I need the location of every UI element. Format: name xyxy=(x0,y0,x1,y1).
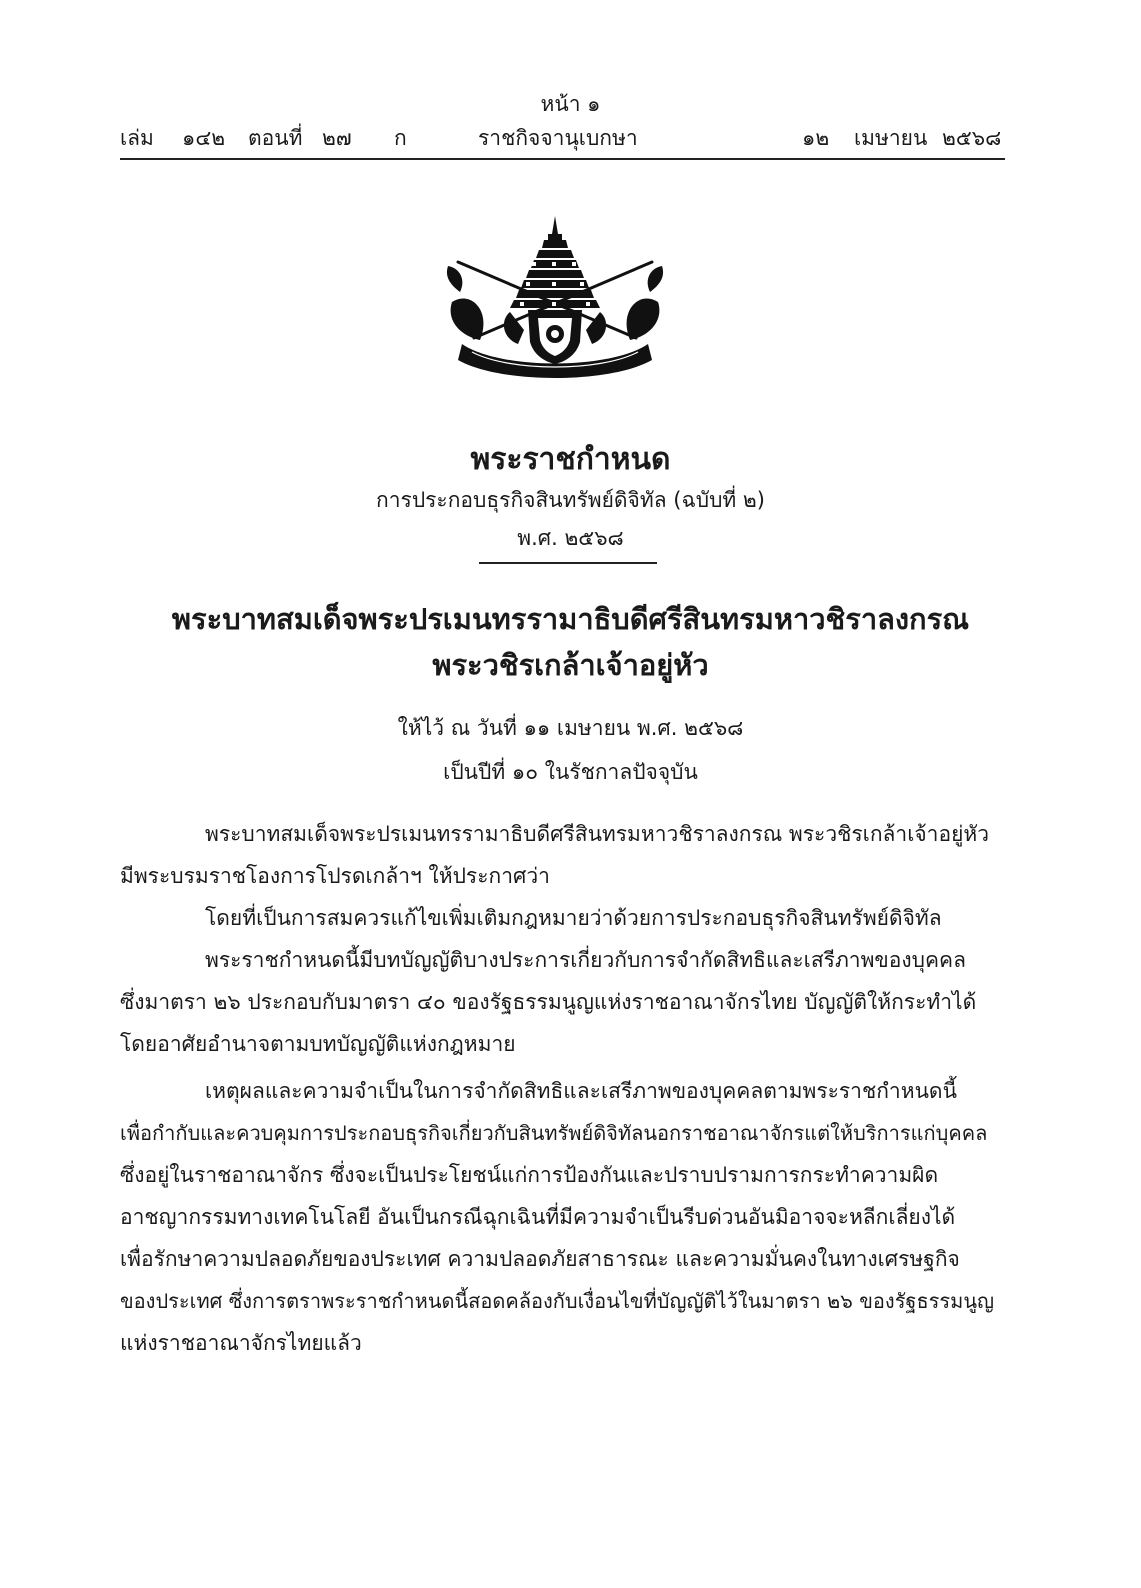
volume-number: ๑๔๒ xyxy=(182,126,226,150)
header-date-day: ๑๒ xyxy=(802,126,830,150)
reign-year: เป็นปีที่ ๑๐ ในรัชกาลปัจจุบัน xyxy=(443,760,698,784)
body-line: แห่งราชอาณาจักรไทยแล้ว xyxy=(120,1331,362,1355)
header-divider xyxy=(120,158,1005,160)
issue-number: ๒๗ xyxy=(322,126,352,150)
body-line: พระบาทสมเด็จพระปรเมนทรรามาธิบดีศรีสินทรมหาวชิราลงกรณ พระวชิรเกล้าเจ้าอยู่หัว xyxy=(205,822,990,846)
document-year: พ.ศ. ๒๕๖๘ xyxy=(517,526,624,550)
given-date: ให้ไว้ ณ วันที่ ๑๑ เมษายน พ.ศ. ๒๕๖๘ xyxy=(397,716,744,740)
volume-label: เล่ม xyxy=(120,126,154,150)
body-line: อาชญากรรมทางเทคโนโลยี อันเป็นกรณีฉุกเฉินที่มีความจำเป็นรีบด่วนอันมิอาจจะหลีกเลี่ยงได้ xyxy=(120,1205,956,1229)
royal-seal-icon xyxy=(440,210,670,385)
document-subject: การประกอบธุรกิจสินทรัพย์ดิจิทัล (ฉบับที่ ๒) xyxy=(376,488,765,512)
body-line: โดยอาศัยอำนาจตามบทบัญญัติแห่งกฎหมาย xyxy=(120,1032,516,1056)
body-line: เพื่อรักษาความปลอดภัยของประเทศ ความปลอดภัยสาธารณะ และความมั่นคงในทางเศรษฐกิจ xyxy=(120,1247,960,1271)
body-line: ซึ่งมาตรา ๒๖ ประกอบกับมาตรา ๔๐ ของรัฐธรรมนูญแห่งราชอาณาจักรไทย บัญญัติให้กระทำได้ xyxy=(120,990,977,1014)
body-line: เหตุผลและความจำเป็นในการจำกัดสิทธิและเสรีภาพของบุคคลตามพระราชกำหนดนี้ xyxy=(205,1079,957,1103)
title-divider xyxy=(479,562,657,564)
section-letter: ก xyxy=(394,126,407,150)
king-name-line-1: พระบาทสมเด็จพระปรเมนทรรามาธิบดีศรีสินทรมหาวชิราลงกรณ xyxy=(171,602,970,636)
body-line: ของประเทศ ซึ่งการตราพระราชกำหนดนี้สอดคล้องกับเงื่อนไขที่บัญญัติไว้ในมาตรา ๒๖ ของรัฐธรรมนูญ xyxy=(120,1289,995,1313)
body-line: เพื่อกำกับและควบคุมการประกอบธุรกิจเกี่ยวกับสินทรัพย์ดิจิทัลนอกราชอาณาจักรแต่ให้บริการแก่บุคคล xyxy=(120,1121,988,1145)
gazette-name: ราชกิจจานุเบกษา xyxy=(478,126,638,150)
body-line: พระราชกำหนดนี้มีบทบัญญัติบางประการเกี่ยวกับการจำกัดสิทธิและเสรีภาพของบุคคล xyxy=(205,948,966,972)
header-date-month: เมษายน xyxy=(854,126,928,150)
body-line: ซึ่งอยู่ในราชอาณาจักร ซึ่งจะเป็นประโยชน์แก่การป้องกันและปราบปรามการกระทำความผิด xyxy=(120,1163,939,1187)
page-number: หน้า ๑ xyxy=(540,92,601,116)
king-name-line-2: พระวชิรเกล้าเจ้าอยู่หัว xyxy=(432,648,709,682)
document-title: พระราชกำหนด xyxy=(470,442,671,477)
body-line: มีพระบรมราชโองการโปรดเกล้าฯ ให้ประกาศว่า xyxy=(120,864,550,888)
body-line: โดยที่เป็นการสมควรแก้ไขเพิ่มเติมกฎหมายว่าด้วยการประกอบธุรกิจสินทรัพย์ดิจิทัล xyxy=(205,906,942,930)
header-date-year: ๒๕๖๘ xyxy=(942,126,1002,150)
issue-label: ตอนที่ xyxy=(248,126,303,150)
